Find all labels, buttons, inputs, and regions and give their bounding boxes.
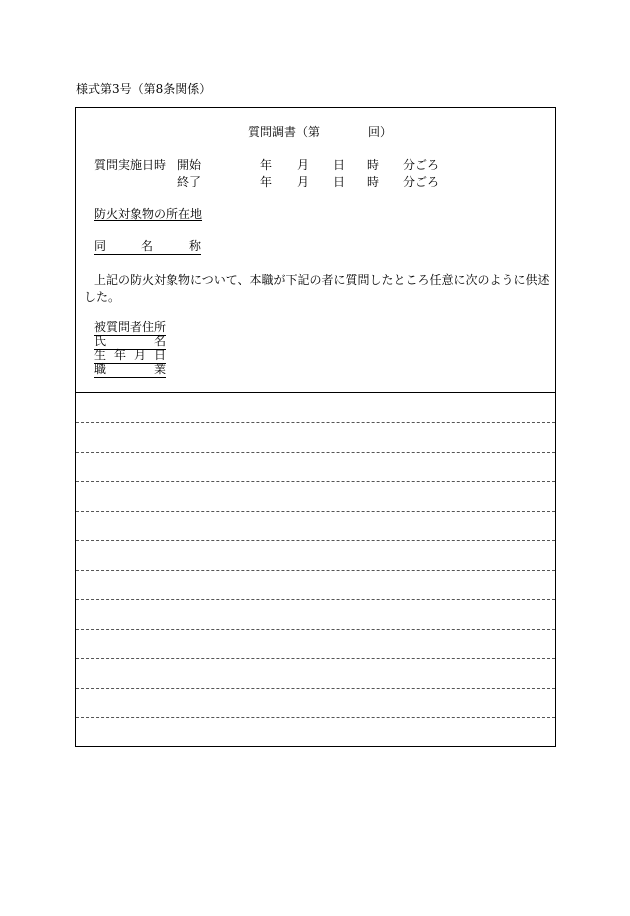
respondent-birth-char-3: 月 <box>134 348 147 362</box>
writing-line[interactable] <box>76 658 555 659</box>
section-divider <box>76 392 555 393</box>
end-minute: 分ごろ <box>403 175 440 189</box>
respondent-birth-char-1: 生 <box>94 348 107 362</box>
start-label: 開始 <box>177 158 202 172</box>
form-title-suffix: 回） <box>368 125 393 139</box>
start-month: 月 <box>297 158 310 172</box>
writing-line[interactable] <box>76 688 555 689</box>
statement-line-1: 上記の防火対象物について、本職が下記の者に質問したところ任意に次のように供述 <box>94 273 550 287</box>
respondent-occupation-char-1: 職 <box>94 362 107 376</box>
end-label: 終了 <box>177 175 202 189</box>
writing-line[interactable] <box>76 540 555 541</box>
respondent-occupation-label <box>94 363 166 378</box>
form-number-header: 様式第3号（第8条関係） <box>76 82 212 96</box>
form-title-prefix: 質問調書（第 <box>248 125 321 139</box>
start-hour: 時 <box>367 158 380 172</box>
writing-line[interactable] <box>76 629 555 630</box>
end-month: 月 <box>297 175 310 189</box>
writing-line[interactable] <box>76 599 555 600</box>
name-label-char-3: 称 <box>189 239 202 253</box>
respondent-birth-char-2: 年 <box>114 348 127 362</box>
exec-datetime-label: 質問実施日時 <box>94 158 167 172</box>
statement-line-2: した。 <box>84 290 121 304</box>
respondent-name-char-1: 氏 <box>94 334 107 348</box>
writing-line[interactable] <box>76 452 555 453</box>
respondent-address-text: 被質問者住所 <box>94 320 167 334</box>
location-label: 防火対象物の所在地 <box>94 207 203 221</box>
name-label <box>94 240 201 255</box>
writing-line[interactable] <box>76 570 555 571</box>
respondent-name-char-2: 名 <box>154 334 167 348</box>
respondent-birth-char-4: 日 <box>154 348 167 362</box>
end-year: 年 <box>260 175 273 189</box>
writing-line[interactable] <box>76 511 555 512</box>
respondent-occupation-char-2: 業 <box>154 362 167 376</box>
start-year: 年 <box>260 158 273 172</box>
start-day: 日 <box>333 158 346 172</box>
start-minute: 分ごろ <box>403 158 440 172</box>
inquiry-form-frame <box>75 107 556 747</box>
writing-line[interactable] <box>76 481 555 482</box>
end-day: 日 <box>333 175 346 189</box>
writing-line[interactable] <box>76 422 555 423</box>
writing-line[interactable] <box>76 717 555 718</box>
name-label-char-1: 同 <box>94 239 107 253</box>
name-label-char-2: 名 <box>141 239 154 253</box>
end-hour: 時 <box>367 175 380 189</box>
